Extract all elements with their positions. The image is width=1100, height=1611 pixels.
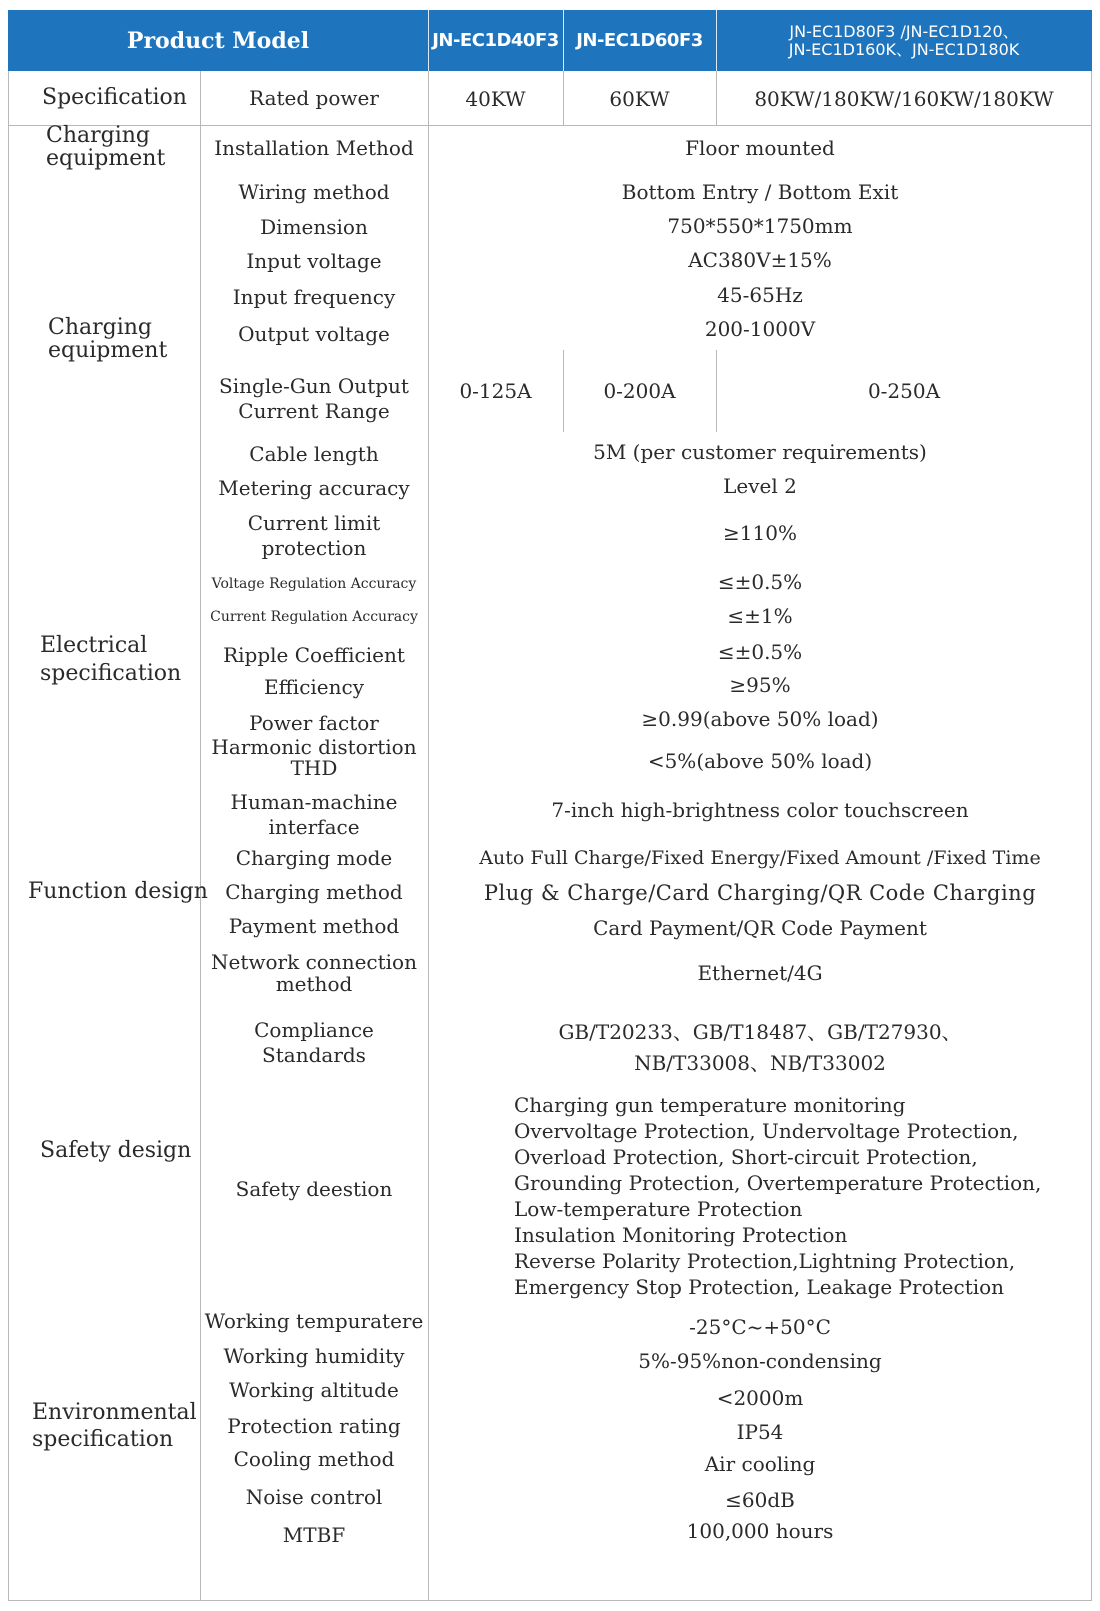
category-function-design: Function design — [28, 879, 208, 904]
label-text: THD — [290, 756, 338, 780]
value-dimension: 750*550*1750mm — [667, 214, 853, 238]
value-cooling: Air cooling — [704, 1452, 816, 1476]
category-text: Charging — [46, 123, 151, 148]
category-environmental — [32, 1399, 197, 1453]
label-input-frequency: Input frequency — [232, 285, 396, 309]
label-charging-mode: Charging mode — [235, 846, 393, 870]
value-safety-list — [514, 1092, 1041, 1300]
value-rated-power-3: 80KW/180KW/160KW/180KW — [754, 87, 1054, 111]
label-cable-length: Cable length — [249, 442, 379, 466]
label-text: Human-machine — [230, 790, 398, 814]
label-cooling: Cooling method — [233, 1447, 395, 1471]
value-network: Ethernet/4G — [697, 961, 823, 985]
label-gun-current — [200, 374, 428, 424]
category-specification: Specification — [42, 85, 187, 110]
label-ripple: Ripple Coefficient — [223, 643, 405, 667]
label-current-limit — [200, 511, 428, 561]
value-ripple: ≤±0.5% — [717, 640, 803, 664]
category-electrical — [40, 632, 181, 688]
label-rated-power: Rated power — [249, 86, 379, 110]
value-text: GB/T20233、GB/T18487、GB/T27930、 — [558, 1020, 962, 1044]
value-work-altitude: <2000m — [716, 1386, 804, 1410]
value-metering: Level 2 — [723, 474, 797, 498]
label-harmonic — [200, 737, 428, 779]
label-payment: Payment method — [228, 914, 400, 938]
table-header — [8, 10, 1092, 71]
label-voltage-regulation: Voltage Regulation Accuracy — [211, 576, 417, 592]
category-text: Charging — [48, 315, 153, 340]
category-text: specification — [32, 1427, 174, 1452]
row-divider-spec — [8, 125, 1092, 126]
label-current-regulation: Current Regulation Accuracy — [210, 609, 418, 625]
label-text: Current limit — [247, 511, 381, 535]
value-rated-power-1: 40KW — [465, 87, 526, 111]
label-output-voltage: Output voltage — [238, 322, 390, 346]
label-safety: Safety deestion — [235, 1177, 393, 1201]
value-work-temp: -25°C~+50°C — [689, 1315, 831, 1339]
header-product-model: Product Model — [126, 27, 310, 54]
value-payment: Card Payment/QR Code Payment — [593, 916, 927, 940]
value-hmi: 7-inch high-brightness color touchscreen — [551, 798, 969, 822]
label-power-factor: Power factor — [249, 711, 379, 735]
value-current-limit: ≥110% — [723, 521, 797, 545]
label-text: interface — [268, 815, 360, 839]
value-cable-length: 5M (per customer requirements) — [593, 440, 927, 464]
value-voltage-regulation: ≤±0.5% — [717, 570, 803, 594]
label-text: Network connection — [211, 950, 417, 974]
header-model-1: JN-EC1D40F3 — [432, 30, 559, 51]
safety-item: Low-temperature Protection — [514, 1197, 803, 1221]
value-text: NB/T33008、NB/T33002 — [634, 1051, 886, 1075]
header-model-3 — [716, 10, 1092, 71]
label-text: Compliance — [254, 1018, 374, 1042]
safety-item: Emergency Stop Protection, Leakage Protection — [514, 1275, 1005, 1299]
label-installation: Installation Method — [214, 136, 414, 160]
label-text: Standards — [262, 1043, 366, 1067]
label-compliance — [200, 1018, 428, 1068]
header-model-3-line1: JN-EC1D80F3 /JN-EC1D120、 — [789, 21, 1019, 41]
label-dimension: Dimension — [260, 215, 368, 239]
category-text: Environmental — [32, 1400, 197, 1425]
value-efficiency: ≥95% — [729, 673, 791, 697]
label-work-altitude: Working altitude — [229, 1378, 399, 1402]
label-protection: Protection rating — [227, 1414, 401, 1438]
value-mtbf: 100,000 hours — [686, 1519, 834, 1543]
safety-item: Reverse Polarity Protection,Lightning Protection, — [514, 1249, 1016, 1273]
category-safety-design: Safety design — [40, 1138, 192, 1163]
label-text: method — [275, 972, 353, 996]
value-harmonic: <5%(above 50% load) — [647, 749, 873, 773]
label-input-voltage: Input voltage — [246, 249, 382, 273]
category-charging-equipment-1 — [46, 124, 165, 170]
value-charging-mode: Auto Full Charge/Fixed Energy/Fixed Amount /Fixed Time — [479, 847, 1041, 869]
label-noise: Noise control — [245, 1485, 383, 1509]
value-wiring: Bottom Entry / Bottom Exit — [621, 180, 899, 204]
safety-item: Overvoltage Protection, Undervoltage Protection, — [514, 1119, 1019, 1143]
value-gun-current-1: 0-125A — [459, 379, 532, 403]
label-text: protection — [261, 536, 367, 560]
label-metering: Metering accuracy — [218, 476, 410, 500]
category-text: equipment — [46, 146, 166, 171]
value-power-factor: ≥0.99(above 50% load) — [641, 707, 879, 731]
value-input-voltage: AC380V±15% — [688, 248, 832, 272]
value-installation: Floor mounted — [685, 136, 835, 160]
label-work-humidity: Working humidity — [223, 1344, 405, 1368]
label-work-temp: Working tempuratere — [204, 1309, 424, 1333]
category-text: specification — [40, 661, 182, 686]
value-charging-method: Plug & Charge/Card Charging/QR Code Charging — [483, 881, 1037, 905]
value-input-frequency: 45-65Hz — [717, 283, 803, 307]
header-model-2: JN-EC1D60F3 — [576, 30, 703, 51]
label-charging-method: Charging method — [225, 880, 403, 904]
label-efficiency: Efficiency — [263, 675, 365, 699]
safety-item: Insulation Monitoring Protection — [514, 1223, 848, 1247]
value-current-regulation: ≤±1% — [727, 604, 793, 628]
label-text: Harmonic distortion — [211, 735, 417, 759]
value-rated-power-2: 60KW — [609, 87, 670, 111]
category-charging-equipment-2 — [48, 316, 167, 362]
label-hmi — [200, 790, 428, 840]
value-gun-current-2: 0-200A — [603, 379, 676, 403]
value-output-voltage: 200-1000V — [704, 317, 816, 341]
label-mtbf: MTBF — [282, 1523, 346, 1547]
value-noise: ≤60dB — [725, 1488, 795, 1512]
value-protection: IP54 — [736, 1420, 784, 1444]
category-text: equipment — [48, 338, 168, 363]
value-compliance — [428, 1017, 1092, 1079]
header-model-3-line2: JN-EC1D160K、JN-EC1D180K — [788, 39, 1020, 59]
label-wiring: Wiring method — [238, 180, 390, 204]
label-text: Single-Gun Output — [219, 374, 409, 398]
safety-item: Grounding Protection, Overtemperature Protection, — [514, 1171, 1042, 1195]
safety-item: Overload Protection, Short-circuit Protection, — [514, 1145, 978, 1169]
label-network — [200, 951, 428, 995]
label-text: Current Range — [238, 399, 390, 423]
value-work-humidity: 5%-95%non-condensing — [638, 1349, 882, 1373]
category-text: Electrical — [40, 633, 148, 658]
value-gun-current-3: 0-250A — [867, 379, 941, 403]
safety-item: Charging gun temperature monitoring — [514, 1093, 906, 1117]
